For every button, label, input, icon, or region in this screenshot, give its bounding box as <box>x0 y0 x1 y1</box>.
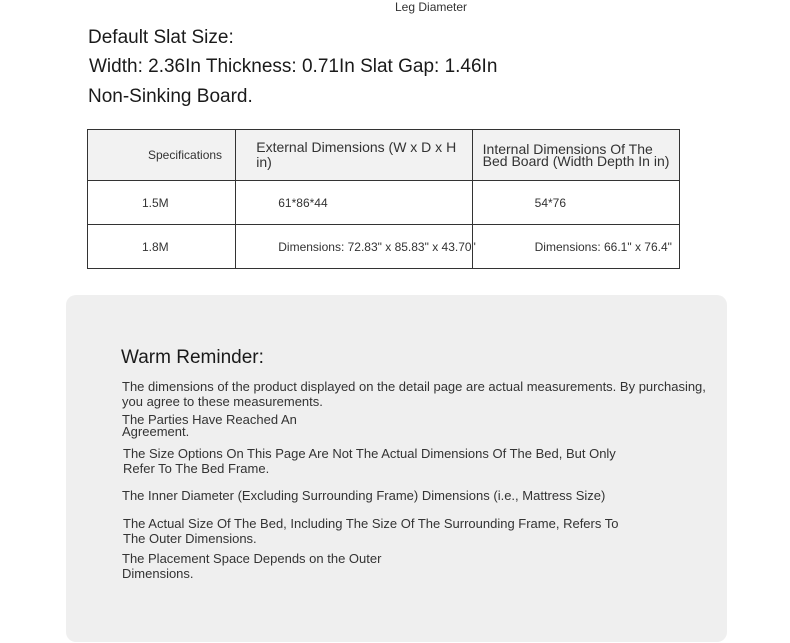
leg-diameter-label: Leg Diameter <box>395 0 468 14</box>
reminder-text: The Placement Space Depends on the Outer Dimensions. <box>122 551 382 581</box>
reminder-text: The Parties Have Reached An Agreement. <box>122 412 297 439</box>
slat-board-type: Non-Sinking Board. <box>88 86 253 107</box>
reminder-text: The Inner Diameter (Excluding Surrounding Frame) Dimensions (i.e., Mattress Size) <box>122 488 606 503</box>
row-size: 1.8M <box>88 225 236 269</box>
slat-dimensions: Width: 2.36In Thickness: 0.71In Slat Gap: 1.46In <box>89 56 498 77</box>
table-row <box>88 225 680 269</box>
header-internal-dimensions: Internal Dimensions Of The Bed Board (Width Depth In in) <box>472 130 679 181</box>
reminder-title: Warm Reminder: <box>121 347 264 368</box>
table-header-row <box>88 130 680 181</box>
specifications-table <box>87 129 680 269</box>
row-external: 61*86*44 <box>236 181 472 225</box>
header-specifications: Specifications <box>88 130 236 181</box>
header-external-dimensions: External Dimensions (W x D x H in) <box>236 130 472 181</box>
table-row <box>88 181 680 225</box>
row-external: Dimensions: 72.83" x 85.83" x 43.70" <box>236 225 472 269</box>
row-internal: 54*76 <box>472 181 679 225</box>
reminder-text: The Actual Size Of The Bed, Including The Size Of The Surrounding Frame, Refers To The Outer Dimensions. <box>123 516 619 546</box>
row-internal: Dimensions: 66.1" x 76.4" <box>472 225 679 269</box>
slat-size-title: Default Slat Size: <box>88 27 234 48</box>
row-size: 1.5M <box>88 181 236 225</box>
reminder-text: The dimensions of the product displayed on the detail page are actual measurements. By purchasing, you agree to these measurements. <box>122 379 706 409</box>
reminder-text: The Size Options On This Page Are Not The Actual Dimensions Of The Bed, But Only Refer To The Bed Frame. <box>123 446 616 476</box>
